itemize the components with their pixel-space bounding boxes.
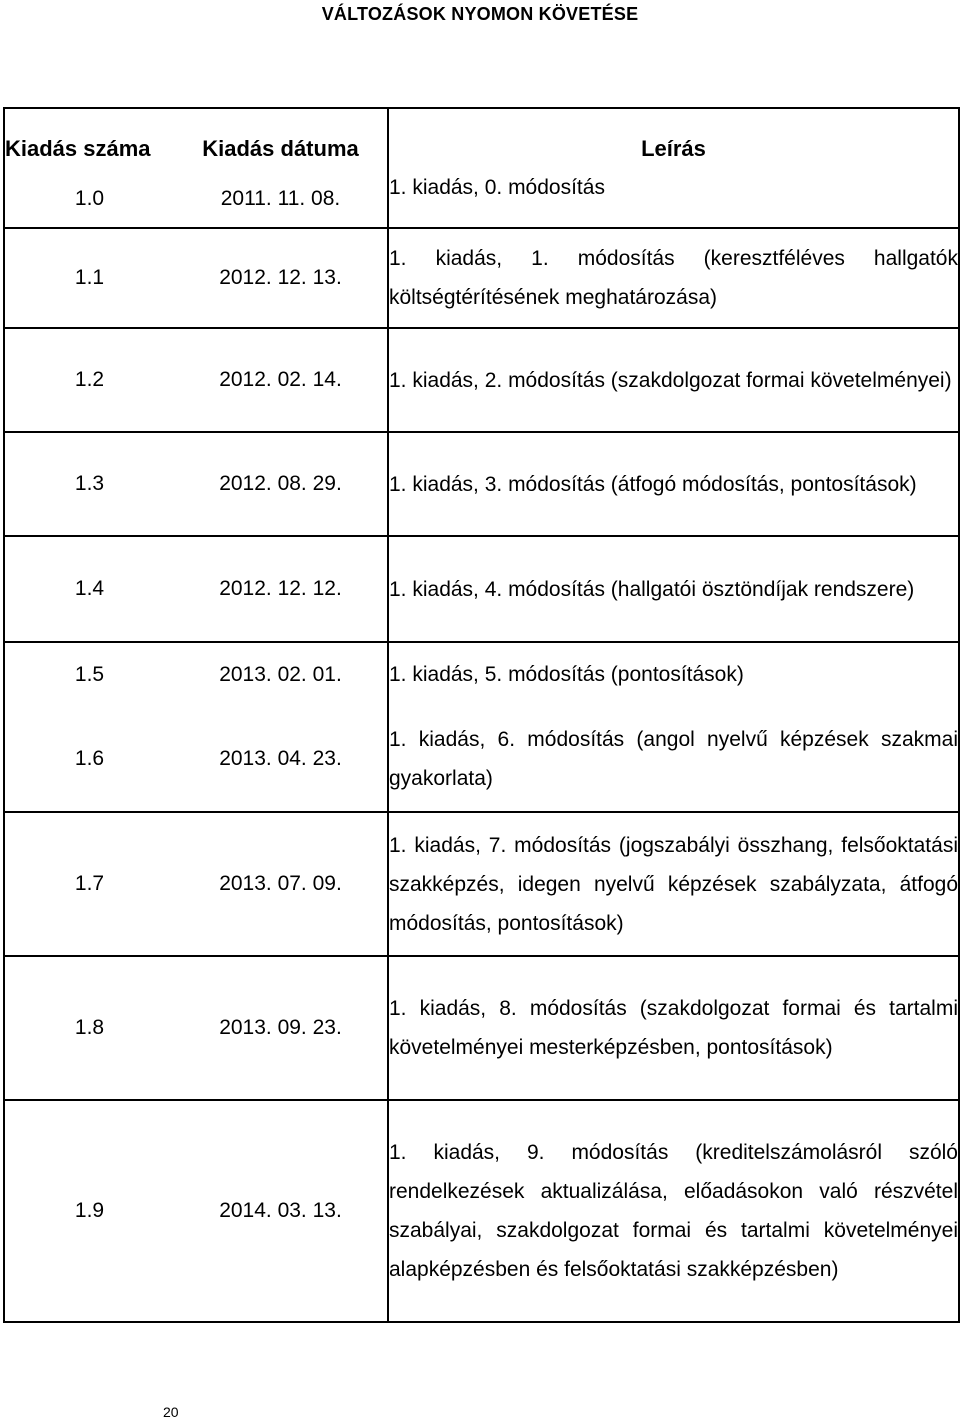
edition-number: 1.3 [4,432,174,536]
edition-description: 1. kiadás, 1. módosítás (keresztféléves hallgatók költségtérítésének meghatározása) [388,228,959,328]
header-description: Leírás [388,108,959,170]
edition-number: 1.0 [4,170,174,228]
page-number: 20 [163,1404,179,1420]
edition-description: 1. kiadás, 7. módosítás (jogszabályi összhang, felsőoktatási szakképzés, idegen nyelvű képzések szabályzata, átfogó módosítás, pontosítások) [388,812,959,956]
edition-date: 2012. 08. 29. [174,432,388,536]
edition-number: 1.8 [4,956,174,1100]
edition-number: 1.7 [4,812,174,956]
edition-description: 1. kiadás, 2. módosítás (szakdolgozat formai követelményei) [388,328,959,432]
table-row [4,1100,959,1322]
table-row [4,170,959,228]
table-row [4,228,959,328]
edition-date: 2014. 03. 13. [174,1100,388,1322]
edition-number: 1.6 [4,706,174,812]
edition-date: 2013. 02. 01. [174,642,388,706]
table-row [4,536,959,642]
edition-date: 2013. 04. 23. [174,706,388,812]
edition-description: 1. kiadás, 4. módosítás (hallgatói ösztöndíjak rendszere) [388,536,959,642]
edition-description: 1. kiadás, 9. módosítás (kreditelszámolásról szóló rendelkezések aktualizálása, előadásokon való részvétel szabályai, szakdolgozat formai és tartalmi követelményei alapképzésben és felsőoktatási szakképzésben) [388,1100,959,1322]
edition-number: 1.5 [4,642,174,706]
table-row [4,956,959,1100]
table-row [4,432,959,536]
edition-description: 1. kiadás, 8. módosítás (szakdolgozat formai és tartalmi követelményei mesterképzésben, pontosítások) [388,956,959,1100]
table-row [4,642,959,706]
edition-description: 1. kiadás, 0. módosítás [388,170,959,228]
table-row [4,812,959,956]
edition-date: 2012. 12. 13. [174,228,388,328]
edition-number: 1.2 [4,328,174,432]
edition-date: 2013. 07. 09. [174,812,388,956]
table-header-row [4,108,959,170]
edition-date: 2013. 09. 23. [174,956,388,1100]
edition-description: 1. kiadás, 5. módosítás (pontosítások) [388,642,959,706]
header-edition-number: Kiadás száma [4,108,174,170]
edition-date: 2012. 02. 14. [174,328,388,432]
edition-date: 2012. 12. 12. [174,536,388,642]
edition-date: 2011. 11. 08. [174,170,388,228]
edition-number: 1.4 [4,536,174,642]
edition-description: 1. kiadás, 6. módosítás (angol nyelvű képzések szakmai gyakorlata) [388,706,959,812]
header-edition-date: Kiadás dátuma [174,108,388,170]
page-title: VÁLTOZÁSOK NYOMON KÖVETÉSE [321,4,639,24]
edition-number: 1.9 [4,1100,174,1322]
table-row [4,328,959,432]
edition-description: 1. kiadás, 3. módosítás (átfogó módosítás, pontosítások) [388,432,959,536]
changes-table [3,107,960,1323]
edition-number: 1.1 [4,228,174,328]
table-row [4,706,959,812]
